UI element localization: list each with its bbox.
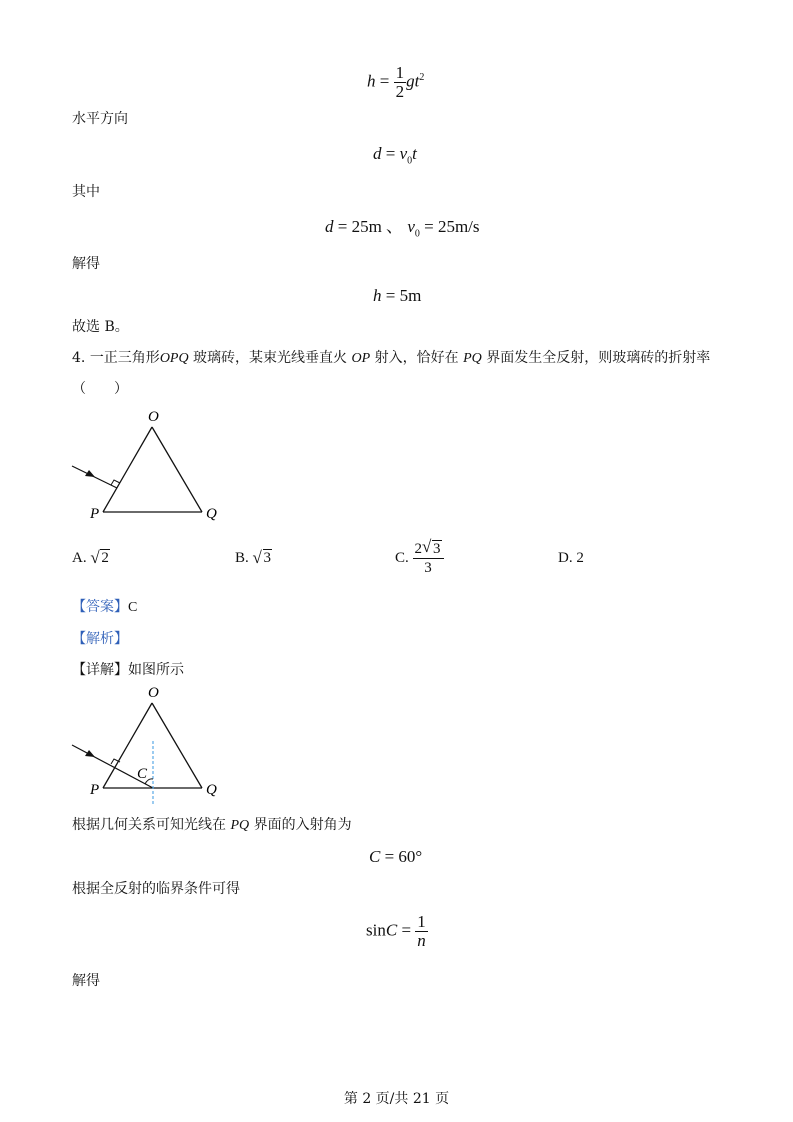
- geom-text-b: 界面的入射角为: [253, 817, 352, 833]
- eq6-equals: =: [397, 920, 416, 940]
- option-d-value: 2: [576, 550, 584, 566]
- ray-arrow-icon: [85, 750, 95, 757]
- detail-line: [72, 661, 184, 679]
- fig2-label-c: C: [137, 766, 148, 782]
- eq2-t: t: [412, 144, 417, 163]
- q4-stem-c: 射入，恰好在: [374, 350, 459, 366]
- q4-stem-b: 玻璃砖，某束光线垂直火: [193, 350, 348, 366]
- eq1-fraction: [394, 64, 407, 101]
- fig1-label-o: O: [148, 409, 159, 425]
- eq1-den: 2: [395, 82, 405, 101]
- fig2-label-q: Q: [206, 782, 217, 798]
- side-oq: [152, 703, 202, 788]
- option-b-label: B.: [235, 550, 249, 566]
- fig1-label-q: Q: [206, 506, 217, 522]
- option-a-radicand: 2: [101, 550, 109, 566]
- side-oq: [152, 427, 202, 512]
- option-a-label: A.: [72, 550, 87, 566]
- equation-c-60: [369, 847, 422, 867]
- option-a-sqrt: [90, 550, 110, 567]
- option-c-den: 3: [424, 560, 432, 576]
- figure-triangle-opq-solution: [65, 678, 235, 808]
- option-c-label: C.: [395, 550, 409, 566]
- eq5-rhs: = 60°: [380, 847, 423, 866]
- equation-h-5m: [373, 286, 421, 306]
- option-c-radicand: 3: [433, 541, 441, 557]
- answer-line: [72, 598, 137, 617]
- text-horizontal: 水平方向: [72, 111, 128, 127]
- q4-paren: （ ）: [72, 381, 128, 397]
- equation-given-values: [325, 217, 480, 244]
- text-where: 其中: [72, 184, 100, 200]
- option-d[interactable]: [558, 550, 584, 567]
- eq3-v-value: = 25m/s: [419, 217, 480, 236]
- eq2-v: v: [399, 144, 408, 163]
- equation-d-v0t: [373, 144, 417, 171]
- geom-pq: PQ: [230, 818, 250, 833]
- eq1-lhs: h: [367, 71, 376, 91]
- sqrt-icon: √: [252, 548, 262, 567]
- eq1-sup: 2: [419, 71, 425, 83]
- eq6-den: n: [417, 931, 426, 950]
- option-c-fraction: [413, 537, 444, 577]
- q4-stem-a: 一正三角形: [89, 350, 160, 366]
- eq3-d: d: [325, 217, 334, 236]
- eq6-sin: sin: [366, 920, 386, 940]
- eq4-lhs: h: [373, 286, 382, 305]
- option-b-sqrt: [253, 550, 273, 567]
- q4-pq: PQ: [463, 351, 482, 366]
- eq3-d-value: = 25m 、: [333, 217, 404, 236]
- fig1-label-p: P: [90, 506, 100, 522]
- eq6-num: 1: [417, 912, 426, 931]
- detail-text: 如图所示: [128, 662, 184, 678]
- figure-triangle-opq: [65, 402, 235, 527]
- eq1-equals: =: [379, 71, 390, 91]
- q4-stem-d: 界面发生全反射，则玻璃砖的折射率: [486, 350, 711, 366]
- q4-opq: OPQ: [159, 351, 189, 366]
- equation-sinc-1-over-n: [366, 913, 428, 950]
- side-po: [103, 427, 152, 512]
- eq6-fraction: [415, 913, 428, 950]
- eq6-c: C: [385, 920, 398, 940]
- geom-text-a: 根据几何关系可知光线在: [72, 817, 226, 833]
- option-c-coef: 2: [414, 541, 423, 557]
- option-c[interactable]: [395, 537, 444, 577]
- incident-ray: [72, 466, 117, 488]
- option-b-radicand: 3: [263, 550, 272, 566]
- option-a[interactable]: [72, 550, 110, 567]
- sqrt-icon: √: [90, 548, 100, 567]
- eq3-sub: 0: [414, 228, 420, 240]
- text-solve-2: 解得: [72, 973, 100, 989]
- analysis-tag: 【解析】: [72, 631, 128, 647]
- fig2-label-p: P: [90, 782, 100, 798]
- eq1-num: 1: [395, 63, 405, 82]
- sqrt-icon: √: [422, 537, 432, 556]
- eq4-rhs: = 5m: [381, 286, 422, 305]
- eq2-lhs: d: [373, 144, 382, 163]
- eq2-sub: 0: [407, 155, 413, 167]
- answer-tag: 【答案】: [72, 599, 128, 615]
- q4-op: OP: [351, 351, 371, 366]
- option-d-label: D.: [558, 550, 573, 566]
- eq5-lhs: C: [369, 847, 381, 866]
- text-critical-condition: 根据全反射的临界条件可得: [72, 881, 240, 897]
- text-solve-1: 解得: [72, 256, 100, 272]
- eq3-v: v: [407, 217, 415, 236]
- q4-number: 4.: [72, 350, 86, 366]
- eq2-equals: =: [385, 144, 396, 163]
- fig2-label-o: O: [148, 685, 159, 701]
- answer-value: C: [128, 600, 138, 615]
- text-choose-b: 故选 B。: [72, 319, 129, 335]
- question-4-stem: [72, 349, 732, 368]
- option-c-num: [413, 537, 444, 559]
- option-c-sqrt: [422, 537, 442, 558]
- equation-h-half-gt2: [367, 64, 424, 101]
- option-b[interactable]: [235, 550, 272, 567]
- page-footer: 第 2 页/共 21 页: [343, 1091, 450, 1107]
- eq1-rest: gt: [406, 71, 420, 91]
- text-geometry: [72, 816, 352, 835]
- detail-tag: 【详解】: [72, 662, 128, 678]
